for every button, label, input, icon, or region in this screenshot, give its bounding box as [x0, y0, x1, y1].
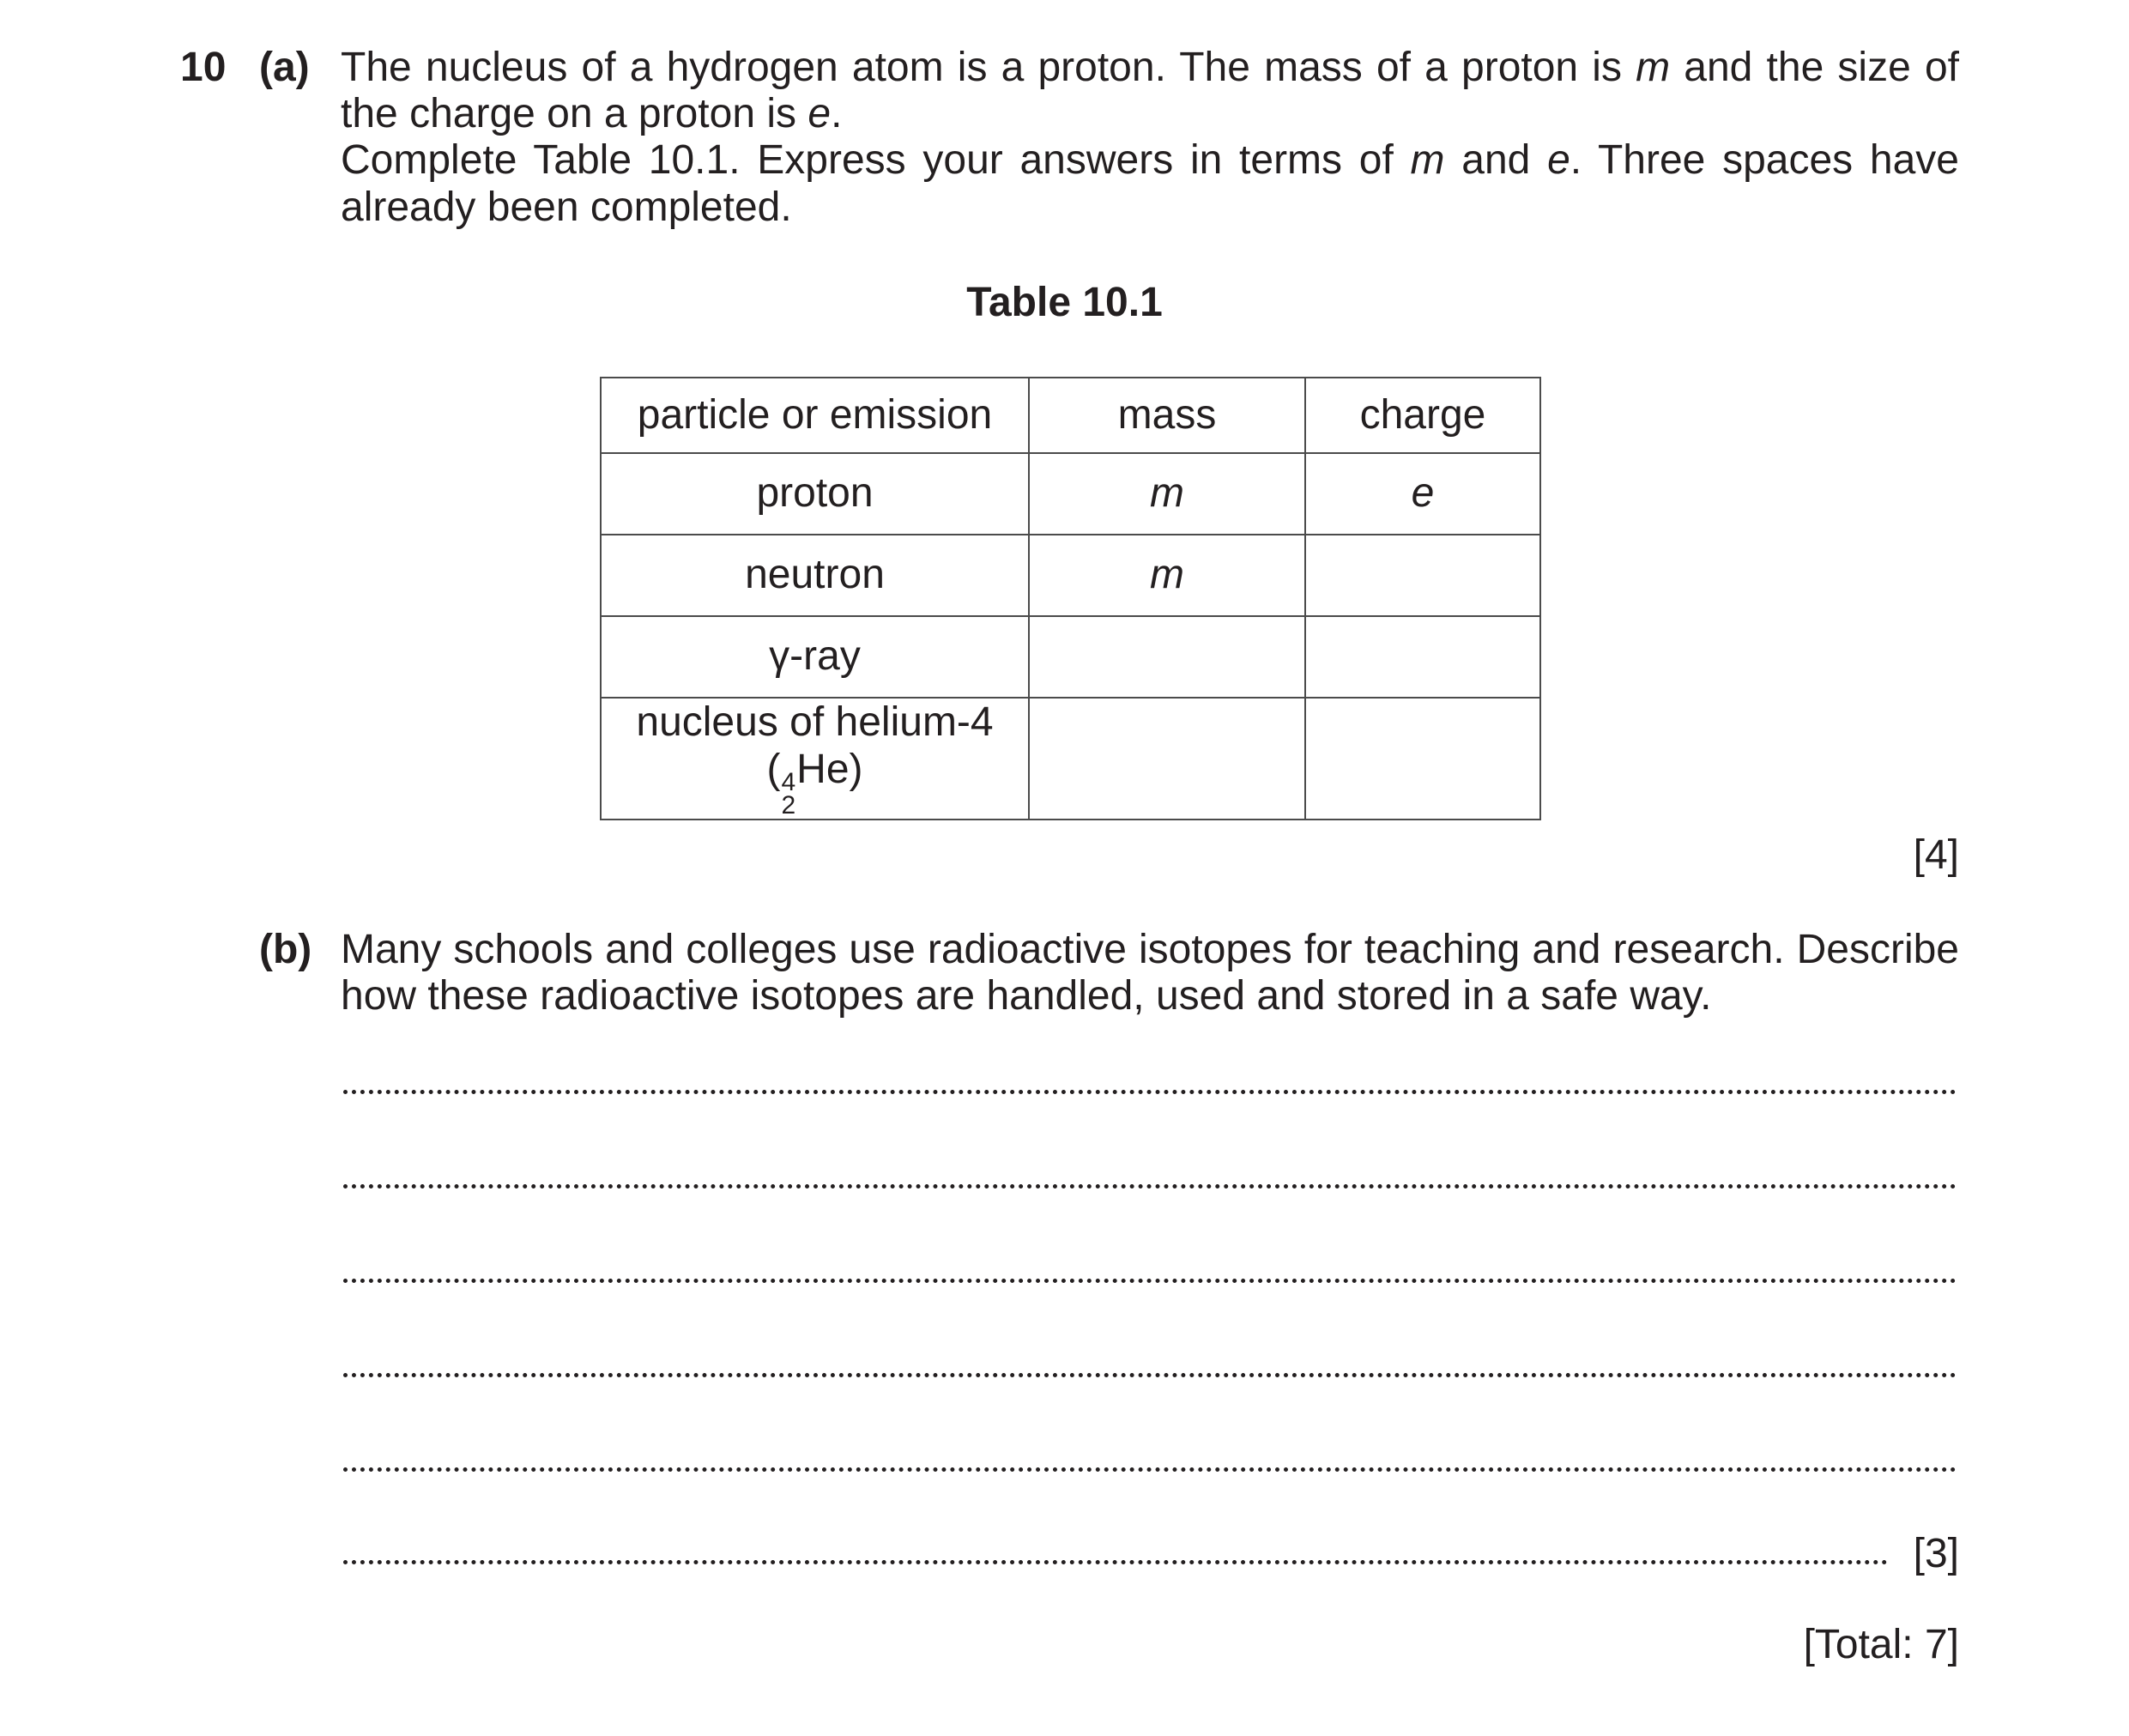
header-particle: particle or emission — [601, 378, 1029, 453]
cell-mass: m — [1029, 453, 1305, 535]
variable-m: m — [1636, 45, 1671, 90]
variable-e: e — [807, 91, 832, 137]
table-row — [601, 616, 1540, 698]
answer-line[interactable] — [343, 1090, 1957, 1094]
table-header-row — [601, 378, 1540, 453]
answer-line[interactable] — [343, 1373, 1957, 1377]
particle-table — [600, 377, 1541, 820]
part-a-marks: [4] — [1913, 832, 1959, 878]
total-marks: [Total: 7] — [1803, 1622, 1959, 1667]
header-charge: charge — [1305, 378, 1540, 453]
cell-mass-answer[interactable] — [1029, 616, 1305, 698]
atomic-number: 2 — [781, 791, 796, 820]
cell-mass: m — [1029, 535, 1305, 616]
cell-particle: neutron — [601, 535, 1029, 616]
table-row — [601, 698, 1540, 820]
cell-charge-answer[interactable] — [1305, 698, 1540, 820]
answer-line[interactable] — [343, 1279, 1957, 1283]
cell-charge: e — [1305, 453, 1540, 535]
part-a-intro: The nucleus of a hydrogen atom is a proton. The mass of a proton is m and the size of the charge on a proton is e. — [341, 45, 1959, 137]
part-a-text — [341, 45, 1959, 231]
cell-mass-answer[interactable] — [1029, 698, 1305, 820]
cell-charge-answer[interactable] — [1305, 535, 1540, 616]
header-mass: mass — [1029, 378, 1305, 453]
answer-line[interactable] — [343, 1184, 1957, 1189]
answer-line[interactable] — [343, 1467, 1957, 1472]
part-a-instruction: Complete Table 10.1. Express your answers in terms of m and e. Three spaces have already been completed. — [341, 137, 1959, 230]
table-row — [601, 453, 1540, 535]
mass-number: 4 — [781, 767, 796, 796]
question-number: 10 — [180, 45, 227, 90]
nuclide-numbers — [781, 767, 796, 820]
cell-particle — [601, 698, 1029, 820]
element-symbol: He — [796, 746, 850, 792]
part-b-text: Many schools and colleges use radioactive isotopes for teaching and research. Describe how these radioactive isotopes are handled, used and stored in a safe way. — [341, 927, 1959, 1019]
answer-line[interactable] — [343, 1560, 1888, 1564]
particle-name: nucleus of helium-4 — [636, 699, 994, 746]
table-row — [601, 535, 1540, 616]
table-title: Table 10.1 — [966, 280, 1163, 325]
cell-particle: proton — [601, 453, 1029, 535]
part-a-label: (a) — [259, 45, 310, 90]
part-b-label: (b) — [259, 927, 312, 972]
nuclide-symbol: ( 4 2 He) — [766, 746, 863, 820]
cell-charge-answer[interactable] — [1305, 616, 1540, 698]
cell-particle: γ-ray — [601, 616, 1029, 698]
part-b-marks: [3] — [1913, 1531, 1959, 1576]
